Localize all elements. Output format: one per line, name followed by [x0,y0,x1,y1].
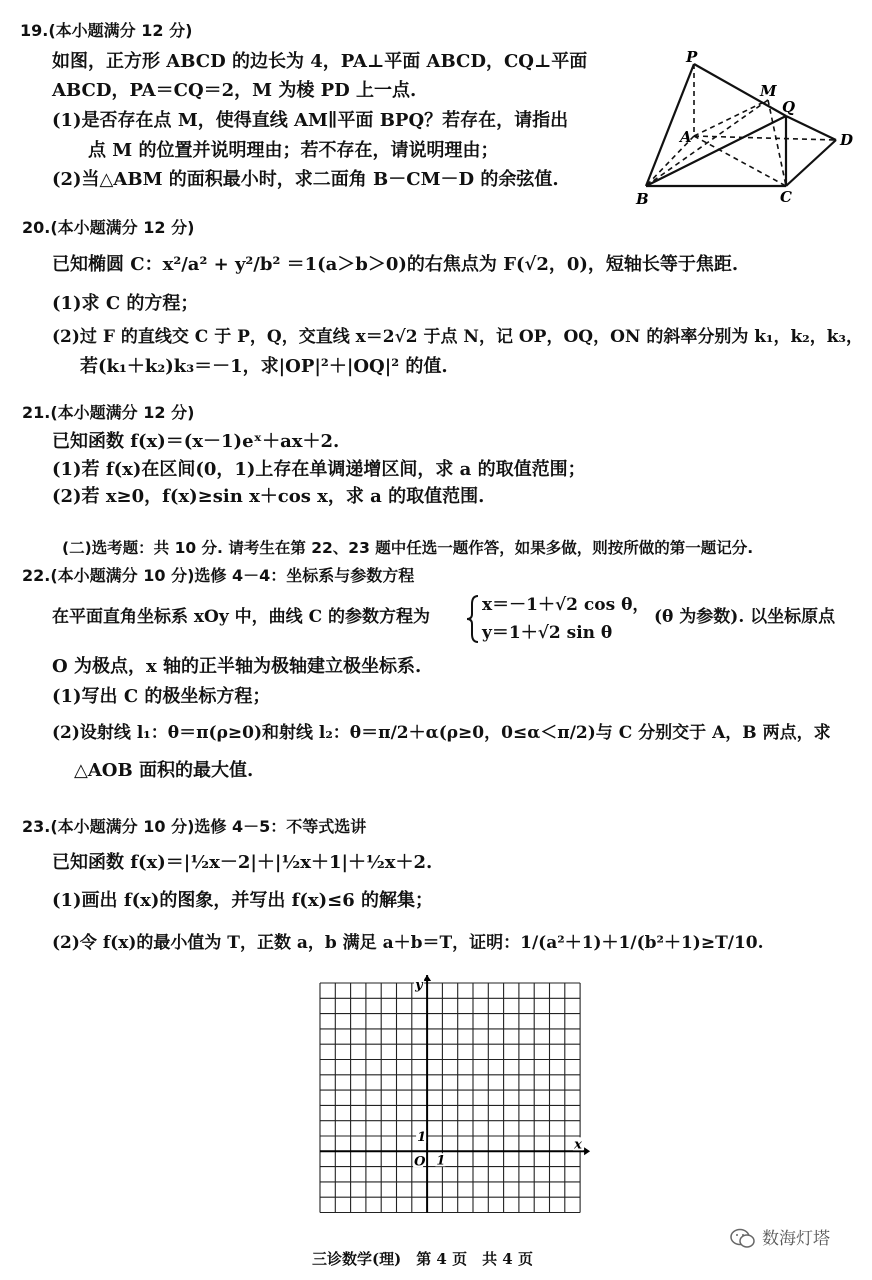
label-Q: Q [782,98,796,116]
q20-text-line: (2)过 F 的直线交 C 于 P，Q，交直线 x＝2√2 于点 N，记 OP，OQ，ON 的斜率分别为 k₁，k₂，k₃， [52,327,863,347]
q19-text-line: ABCD，PA＝CQ＝2，M 为棱 PD 上一点. [52,80,417,101]
page-footer: 三诊数学(理) 第 4 页 共 4 页 [312,1250,533,1268]
q22-text-line: 在平面直角坐标系 xOy 中，曲线 C 的参数方程为 [52,607,431,627]
q21-text-line: (1)若 f(x)在区间(0，1)上存在单调递增区间，求 a 的取值范围； [52,459,586,480]
y-axis-arrow [423,975,431,981]
label-B: B [636,190,649,208]
q22-text-line: (2)设射线 l₁：θ＝π(ρ≥0)和射线 l₂：θ＝π/2＋α(ρ≥0，0≤α＜π/2)与 C 分别交于 A，B 两点，求 [52,723,831,743]
label-A: A [680,128,692,146]
q22-text-line: △AOB 面积的最大值. [74,760,254,781]
x-unit-label: 1 [436,1153,446,1169]
q21-header: 21.(本小题满分 12 分) [22,403,195,422]
q20-text-line: 已知椭圆 C：x²/a² + y²/b² ＝1(a＞b＞0)的右焦点为 F(√2，0)，短轴长等于焦距. [52,254,739,275]
brace-icon [466,594,480,644]
coordinate-grid [300,975,600,1235]
label-M: M [760,82,777,100]
label-P: P [686,50,698,66]
q21-text-line: (2)若 x≥0，f(x)≥sin x＋cos x，求 a 的取值范围. [52,486,485,507]
q23-text-line: (1)画出 f(x)的图象，并写出 f(x)≤6 的解集； [52,890,433,911]
label-C: C [780,188,792,206]
watermark: 数海灯塔 [762,1229,830,1249]
q19-header: 19.(本小题满分 12 分) [20,21,193,40]
origin-label: O [414,1154,426,1170]
q21-text-line: 已知函数 f(x)＝(x－1)eˣ＋ax＋2. [52,431,340,452]
y-axis-label: y [415,978,423,993]
geometry-figure [620,50,860,210]
label-D: D [840,131,854,149]
q22-text-line: O 为极点，x 轴的正半轴为极轴建立极坐标系. [52,656,422,677]
q22-header: 22.(本小题满分 10 分)选修 4－4：坐标系与参数方程 [22,566,415,585]
q19-text-line: (1)是否存在点 M，使得直线 AM∥平面 BPQ？若存在，请指出 [52,110,569,131]
q19-text-line: (2)当△ABM 的面积最小时，求二面角 B－CM－D 的余弦值. [52,169,559,190]
wechat-icon [730,1228,756,1250]
section-heading: (二)选考题：共 10 分. 请考生在第 22、23 题中任选一题作答，如果多做，则按所做的第一题记分. [62,539,754,557]
q22-equation-line: x＝－1＋√2 cos θ， [482,595,650,615]
q23-text-line: (2)令 f(x)的最小值为 T，正数 a，b 满足 a＋b＝T，证明：1/(a²＋1)＋1/(b²＋1)≥T/10. [52,933,764,953]
x-axis-arrow [584,1147,590,1155]
q20-text-line: 若(k₁＋k₂)k₃＝－1，求|OP|²＋|OQ|² 的值. [80,356,448,377]
q19-text-line: 点 M 的位置并说明理由；若不存在，请说明理由； [88,140,499,161]
q20-header: 20.(本小题满分 12 分) [22,218,195,237]
q22-text-line: (1)写出 C 的极坐标方程； [52,686,271,707]
q22-text-line: (θ 为参数). 以坐标原点 [654,607,836,627]
q19-text-line: 如图，正方形 ABCD 的边长为 4，PA⊥平面 ABCD，CQ⊥平面 [52,51,588,72]
x-axis-label: x [574,1137,582,1153]
q23-header: 23.(本小题满分 10 分)选修 4－5：不等式选讲 [22,817,367,836]
q20-text-line: (1)求 C 的方程； [52,293,199,314]
q23-text-line: 已知函数 f(x)＝|½x－2|＋|½x＋1|＋½x＋2. [52,852,433,873]
y-unit-label: 1 [417,1130,427,1145]
q22-equation-line: y＝1＋√2 sin θ [482,623,613,643]
